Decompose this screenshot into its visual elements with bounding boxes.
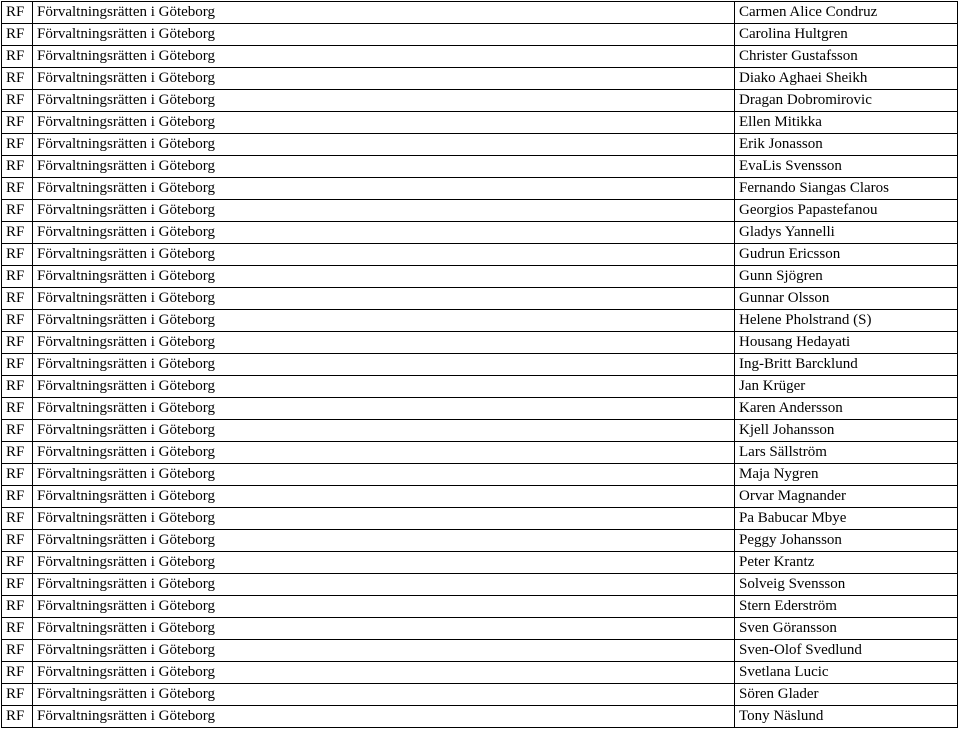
cell-code: RF bbox=[2, 68, 33, 90]
cell-name: Carolina Hultgren bbox=[735, 24, 958, 46]
cell-court: Förvaltningsrätten i Göteborg bbox=[33, 310, 735, 332]
cell-court: Förvaltningsrätten i Göteborg bbox=[33, 640, 735, 662]
table-row bbox=[2, 2, 958, 24]
cell-code: RF bbox=[2, 178, 33, 200]
table-row bbox=[2, 266, 958, 288]
cell-court: Förvaltningsrätten i Göteborg bbox=[33, 266, 735, 288]
cell-name: Maja Nygren bbox=[735, 464, 958, 486]
table-row bbox=[2, 134, 958, 156]
cell-name: Gunn Sjögren bbox=[735, 266, 958, 288]
cell-court: Förvaltningsrätten i Göteborg bbox=[33, 354, 735, 376]
cell-code: RF bbox=[2, 552, 33, 574]
cell-name: Sven Göransson bbox=[735, 618, 958, 640]
cell-code: RF bbox=[2, 244, 33, 266]
table-row bbox=[2, 200, 958, 222]
cell-court: Förvaltningsrätten i Göteborg bbox=[33, 486, 735, 508]
cell-name: Housang Hedayati bbox=[735, 332, 958, 354]
cell-code: RF bbox=[2, 2, 33, 24]
cell-name: Georgios Papastefanou bbox=[735, 200, 958, 222]
cell-court: Förvaltningsrätten i Göteborg bbox=[33, 222, 735, 244]
table-row bbox=[2, 618, 958, 640]
cell-name: Dragan Dobromirovic bbox=[735, 90, 958, 112]
cell-name: Solveig Svensson bbox=[735, 574, 958, 596]
cell-code: RF bbox=[2, 640, 33, 662]
cell-code: RF bbox=[2, 24, 33, 46]
cell-court: Förvaltningsrätten i Göteborg bbox=[33, 24, 735, 46]
cell-code: RF bbox=[2, 266, 33, 288]
cell-name: Carmen Alice Condruz bbox=[735, 2, 958, 24]
table-row bbox=[2, 156, 958, 178]
table-row bbox=[2, 442, 958, 464]
table-row bbox=[2, 640, 958, 662]
table-row bbox=[2, 662, 958, 684]
cell-court: Förvaltningsrätten i Göteborg bbox=[33, 574, 735, 596]
cell-code: RF bbox=[2, 398, 33, 420]
table-row bbox=[2, 112, 958, 134]
cell-code: RF bbox=[2, 46, 33, 68]
cell-court: Förvaltningsrätten i Göteborg bbox=[33, 2, 735, 24]
cell-court: Förvaltningsrätten i Göteborg bbox=[33, 244, 735, 266]
cell-court: Förvaltningsrätten i Göteborg bbox=[33, 112, 735, 134]
cell-court: Förvaltningsrätten i Göteborg bbox=[33, 596, 735, 618]
table-row bbox=[2, 464, 958, 486]
cell-name: Peter Krantz bbox=[735, 552, 958, 574]
cell-name: Orvar Magnander bbox=[735, 486, 958, 508]
cell-court: Förvaltningsrätten i Göteborg bbox=[33, 376, 735, 398]
cell-code: RF bbox=[2, 662, 33, 684]
cell-name: Pa Babucar Mbye bbox=[735, 508, 958, 530]
cell-code: RF bbox=[2, 464, 33, 486]
cell-code: RF bbox=[2, 310, 33, 332]
cell-court: Förvaltningsrätten i Göteborg bbox=[33, 68, 735, 90]
member-table bbox=[1, 1, 958, 728]
cell-code: RF bbox=[2, 684, 33, 706]
cell-code: RF bbox=[2, 332, 33, 354]
cell-code: RF bbox=[2, 596, 33, 618]
table-row bbox=[2, 68, 958, 90]
cell-name: Karen Andersson bbox=[735, 398, 958, 420]
cell-code: RF bbox=[2, 574, 33, 596]
cell-name: Tony Näslund bbox=[735, 706, 958, 728]
cell-court: Förvaltningsrätten i Göteborg bbox=[33, 46, 735, 68]
cell-court: Förvaltningsrätten i Göteborg bbox=[33, 156, 735, 178]
table-row bbox=[2, 398, 958, 420]
cell-name: Diako Aghaei Sheikh bbox=[735, 68, 958, 90]
cell-name: Christer Gustafsson bbox=[735, 46, 958, 68]
cell-name: Gunnar Olsson bbox=[735, 288, 958, 310]
table-row bbox=[2, 288, 958, 310]
cell-court: Förvaltningsrätten i Göteborg bbox=[33, 530, 735, 552]
table-row bbox=[2, 46, 958, 68]
cell-code: RF bbox=[2, 442, 33, 464]
table-row bbox=[2, 684, 958, 706]
table-row bbox=[2, 574, 958, 596]
table-row bbox=[2, 376, 958, 398]
table-row bbox=[2, 90, 958, 112]
table-row bbox=[2, 706, 958, 728]
cell-court: Förvaltningsrätten i Göteborg bbox=[33, 442, 735, 464]
cell-code: RF bbox=[2, 376, 33, 398]
table-row bbox=[2, 420, 958, 442]
table-row bbox=[2, 244, 958, 266]
cell-court: Förvaltningsrätten i Göteborg bbox=[33, 508, 735, 530]
table-row bbox=[2, 552, 958, 574]
cell-code: RF bbox=[2, 90, 33, 112]
table-row bbox=[2, 530, 958, 552]
cell-code: RF bbox=[2, 508, 33, 530]
cell-court: Förvaltningsrätten i Göteborg bbox=[33, 134, 735, 156]
cell-code: RF bbox=[2, 486, 33, 508]
cell-name: Erik Jonasson bbox=[735, 134, 958, 156]
cell-name: Lars Sällström bbox=[735, 442, 958, 464]
cell-court: Förvaltningsrätten i Göteborg bbox=[33, 200, 735, 222]
cell-name: Gudrun Ericsson bbox=[735, 244, 958, 266]
cell-code: RF bbox=[2, 288, 33, 310]
cell-name: EvaLis Svensson bbox=[735, 156, 958, 178]
table-row bbox=[2, 596, 958, 618]
cell-code: RF bbox=[2, 530, 33, 552]
table-row bbox=[2, 354, 958, 376]
cell-name: Kjell Johansson bbox=[735, 420, 958, 442]
cell-court: Förvaltningsrätten i Göteborg bbox=[33, 178, 735, 200]
cell-court: Förvaltningsrätten i Göteborg bbox=[33, 90, 735, 112]
cell-code: RF bbox=[2, 134, 33, 156]
cell-name: Peggy Johansson bbox=[735, 530, 958, 552]
cell-name: Helene Pholstrand (S) bbox=[735, 310, 958, 332]
cell-name: Sören Glader bbox=[735, 684, 958, 706]
table-row bbox=[2, 178, 958, 200]
cell-code: RF bbox=[2, 706, 33, 728]
cell-court: Förvaltningsrätten i Göteborg bbox=[33, 618, 735, 640]
cell-court: Förvaltningsrätten i Göteborg bbox=[33, 288, 735, 310]
cell-court: Förvaltningsrätten i Göteborg bbox=[33, 332, 735, 354]
table-row bbox=[2, 508, 958, 530]
cell-court: Förvaltningsrätten i Göteborg bbox=[33, 464, 735, 486]
cell-court: Förvaltningsrätten i Göteborg bbox=[33, 662, 735, 684]
cell-court: Förvaltningsrätten i Göteborg bbox=[33, 684, 735, 706]
cell-code: RF bbox=[2, 618, 33, 640]
cell-code: RF bbox=[2, 222, 33, 244]
cell-code: RF bbox=[2, 156, 33, 178]
member-table-body bbox=[2, 2, 958, 728]
cell-name: Ellen Mitikka bbox=[735, 112, 958, 134]
cell-court: Förvaltningsrätten i Göteborg bbox=[33, 552, 735, 574]
cell-court: Förvaltningsrätten i Göteborg bbox=[33, 706, 735, 728]
cell-name: Svetlana Lucic bbox=[735, 662, 958, 684]
cell-name: Fernando Siangas Claros bbox=[735, 178, 958, 200]
table-row bbox=[2, 486, 958, 508]
table-row bbox=[2, 332, 958, 354]
cell-name: Jan Krüger bbox=[735, 376, 958, 398]
table-row bbox=[2, 222, 958, 244]
cell-name: Gladys Yannelli bbox=[735, 222, 958, 244]
cell-code: RF bbox=[2, 420, 33, 442]
cell-code: RF bbox=[2, 112, 33, 134]
cell-name: Ing-Britt Barcklund bbox=[735, 354, 958, 376]
cell-court: Förvaltningsrätten i Göteborg bbox=[33, 420, 735, 442]
table-row bbox=[2, 24, 958, 46]
cell-court: Förvaltningsrätten i Göteborg bbox=[33, 398, 735, 420]
cell-code: RF bbox=[2, 200, 33, 222]
cell-name: Stern Ederström bbox=[735, 596, 958, 618]
cell-code: RF bbox=[2, 354, 33, 376]
table-row bbox=[2, 310, 958, 332]
cell-name: Sven-Olof Svedlund bbox=[735, 640, 958, 662]
